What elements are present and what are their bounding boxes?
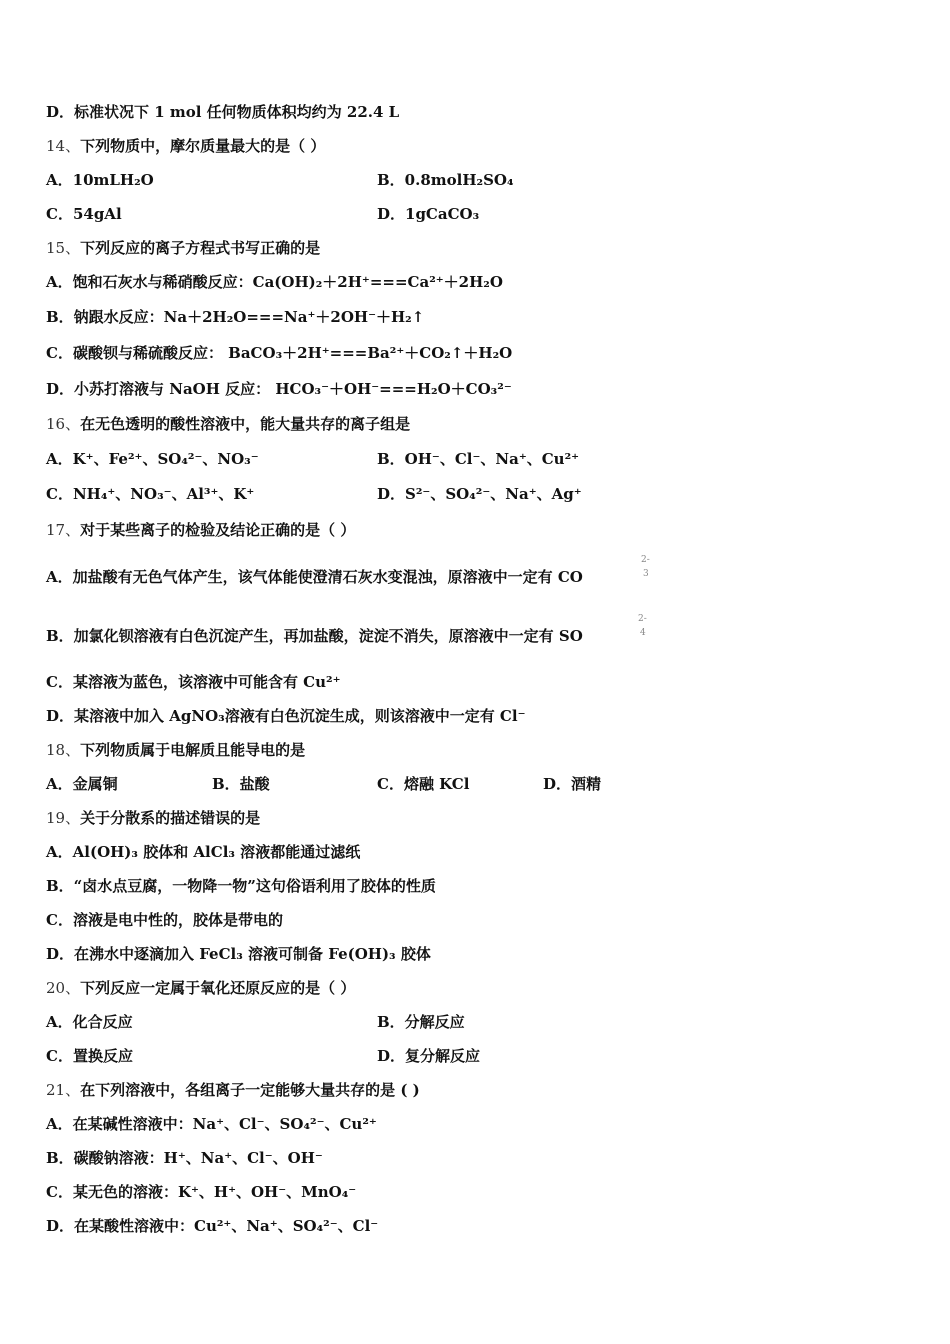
question-number: 16、 [46, 415, 81, 433]
q17-option-d: D．某溶液中加入 AgNO₃溶液有白色沉淀生成，则该溶液中一定有 Cl⁻ [46, 707, 526, 725]
q16-option-b: B．OH⁻、Cl⁻、Na⁺、Cu²⁺ [377, 450, 580, 468]
question-number: 18、 [46, 741, 81, 759]
q16-option-c: C．NH₄⁺、NO₃⁻、Al³⁺、K⁺ [46, 485, 255, 503]
q16-option-a: A．K⁺、Fe²⁺、SO₄²⁻、NO₃⁻ [46, 450, 259, 468]
question-number: 14、 [46, 137, 81, 155]
q17-stem [46, 520, 355, 540]
q15-option-a: A．饱和石灰水与稀硝酸反应：Ca(OH)₂＋2H⁺===Ca²⁺＋2H₂O [46, 273, 503, 291]
question-number: 15、 [46, 239, 81, 257]
question-number: 17、 [46, 521, 81, 539]
question-text: 下列反应的离子方程式书写正确的是 [80, 239, 321, 257]
q20-option-d: D．复分解反应 [377, 1047, 481, 1065]
q17-option-c: C．某溶液为蓝色，该溶液中可能含有 Cu²⁺ [46, 673, 341, 691]
question-text: 关于分散系的描述错误的是 [80, 809, 261, 827]
question-number: 20、 [46, 979, 81, 997]
q14-stem [46, 136, 325, 156]
q16-option-d: D．S²⁻、SO₄²⁻、Na⁺、Ag⁺ [377, 485, 582, 503]
q13-option-d: D．标准状况下 1 mol 任何物质体积均约为 22.4 L [46, 103, 400, 121]
q18-stem [46, 740, 305, 760]
question-text: 在无色透明的酸性溶液中，能大量共存的离子组是 [80, 415, 411, 433]
q19-option-a: A．Al(OH)₃ 胶体和 AlCl₃ 溶液都能通过滤纸 [46, 843, 361, 861]
q18-option-d: D．酒精 [543, 775, 602, 793]
q14-option-b: B．0.8molH₂SO₄ [377, 171, 514, 189]
q18-option-b: B．盐酸 [212, 775, 270, 793]
question-number: 19、 [46, 809, 81, 827]
q15-stem [46, 238, 320, 258]
q14-option-c: C．54gAl [46, 205, 122, 223]
q17-a-superscript: 2- [641, 555, 650, 565]
q17-option-a: A．加盐酸有无色气体产生，该气体能使澄清石灰水变混浊，原溶液中一定有 CO [46, 568, 583, 586]
question-number: 21、 [46, 1081, 81, 1099]
question-text: 下列物质属于电解质且能导电的是 [80, 741, 306, 759]
q18-option-c: C．熔融 KCl [377, 775, 470, 793]
q17-a-subscript: 3 [643, 569, 649, 579]
q21-option-d: D．在某酸性溶液中：Cu²⁺、Na⁺、SO₄²⁻、Cl⁻ [46, 1217, 379, 1235]
q21-option-b: B．碳酸钠溶液：H⁺、Na⁺、Cl⁻、OH⁻ [46, 1149, 323, 1167]
question-text: 下列物质中，摩尔质量最大的是（ ） [80, 137, 326, 155]
q16-stem [46, 414, 410, 434]
question-text: 在下列溶液中，各组离子一定能够大量共存的是 ( ) [80, 1081, 420, 1099]
question-text: 对于某些离子的检验及结论正确的是（ ） [80, 521, 356, 539]
q21-option-a: A．在某碱性溶液中：Na⁺、Cl⁻、SO₄²⁻、Cu²⁺ [46, 1115, 377, 1133]
q15-option-d: D．小苏打溶液与 NaOH 反应： HCO₃⁻＋OH⁻===H₂O＋CO₃²⁻ [46, 380, 512, 398]
q20-option-c: C．置换反应 [46, 1047, 133, 1065]
q21-stem [46, 1080, 420, 1100]
q18-option-a: A．金属铜 [46, 775, 118, 793]
q20-stem [46, 978, 355, 998]
q17-option-b: B．加氯化钡溶液有白色沉淀产生，再加盐酸，淀淀不消失，原溶液中一定有 SO [46, 627, 583, 645]
q21-option-c: C．某无色的溶液：K⁺、H⁺、OH⁻、MnO₄⁻ [46, 1183, 357, 1201]
q19-stem [46, 808, 260, 828]
q15-option-b: B．钠跟水反应：Na＋2H₂O===Na⁺＋2OH⁻＋H₂↑ [46, 308, 425, 326]
q15-option-c: C．碳酸钡与稀硫酸反应： BaCO₃＋2H⁺===Ba²⁺＋CO₂↑＋H₂O [46, 344, 513, 362]
q14-option-a: A．10mLH₂O [46, 171, 154, 189]
q20-option-a: A．化合反应 [46, 1013, 133, 1031]
q14-option-d: D．1gCaCO₃ [377, 205, 480, 223]
q19-option-b: B．“卤水点豆腐，一物降一物”这句俗语利用了胶体的性质 [46, 877, 436, 895]
q19-option-c: C．溶液是电中性的，胶体是带电的 [46, 911, 283, 929]
q17-b-superscript: 2- [638, 614, 647, 624]
question-text: 下列反应一定属于氧化还原反应的是（ ） [80, 979, 356, 997]
q20-option-b: B．分解反应 [377, 1013, 465, 1031]
q19-option-d: D．在沸水中逐滴加入 FeCl₃ 溶液可制备 Fe(OH)₃ 胶体 [46, 945, 431, 963]
q17-b-subscript: 4 [640, 628, 646, 638]
